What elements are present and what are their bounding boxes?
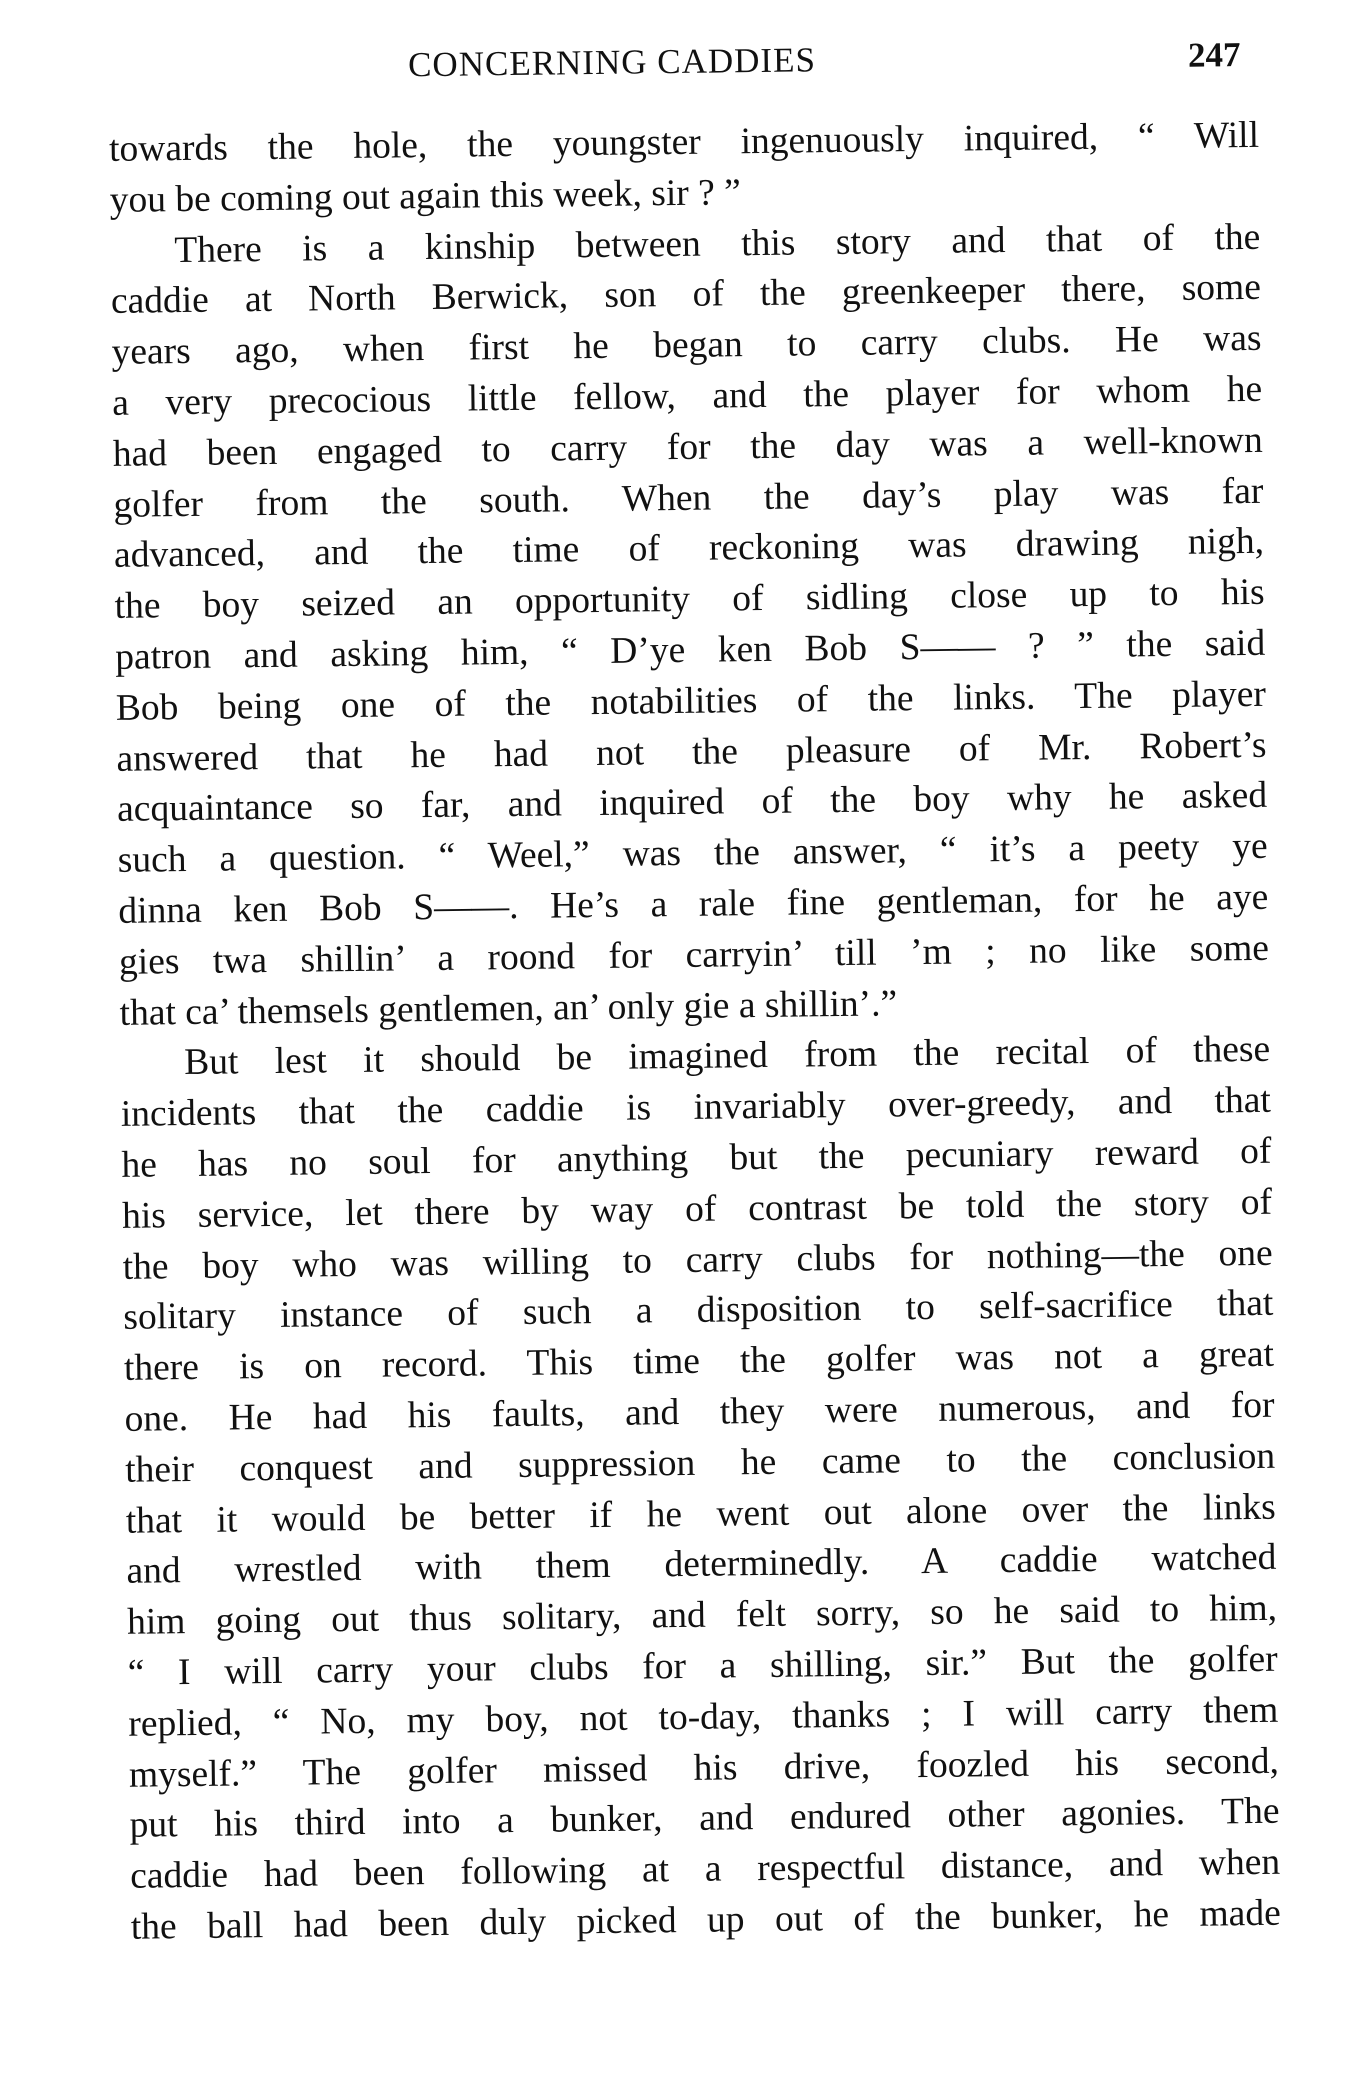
text-line: golfer from the south. When the day’s play was far xyxy=(113,470,1264,526)
chapter-title: CONCERNING CADDIES xyxy=(407,40,817,85)
text-line: patron and asking him, “ D’ye ken Bob S—— ? ” the said xyxy=(115,622,1266,678)
text-line: that ca’ themsels gentlemen, an’ only gie a shillin’.” xyxy=(119,982,898,1034)
text-line: and wrestled with them determinedly. A caddie watched xyxy=(126,1537,1277,1593)
text-line: answered that he had not the pleasure of Mr. Robert’s xyxy=(116,724,1267,780)
running-head xyxy=(0,34,1351,101)
text-line: a very precocious little fellow, and the player for whom he xyxy=(111,368,1263,424)
text-line: their conquest and suppression he came to the conclusion xyxy=(124,1435,1276,1491)
text-line: incidents that the caddie is invariably over-greedy, and that xyxy=(120,1079,1272,1135)
text-line: years ago, when first he began to carry clubs. He was xyxy=(111,318,1262,374)
page-number: 247 xyxy=(1187,35,1241,75)
text-line: there is on record. This time the golfer was not a great xyxy=(123,1333,1275,1389)
text-line: replied, “ No, my boy, not to-day, thanks ; I will carry them xyxy=(128,1689,1279,1745)
text-line: caddie had been following at a respectful distance, and when xyxy=(129,1841,1281,1897)
text-line: But lest it should be imagined from the recital of these xyxy=(183,1029,1271,1084)
text-line: towards the hole, the youngster ingenuously inquired, “ Will xyxy=(108,114,1260,170)
text-line: advanced, and the time of reckoning was drawing nigh, xyxy=(113,521,1265,577)
text-line: had been engaged to carry for the day was a well-known xyxy=(112,419,1263,475)
text-line: he has no soul for anything but the pecuniary reward of xyxy=(121,1130,1272,1186)
text-line: gies twa shillin’ a roond for carryin’ till ’m ; no like some xyxy=(118,927,1270,983)
text-line: his service, let there by way of contrast be told the story of xyxy=(121,1181,1273,1237)
text-line: you be coming out again this week, sir ? ” xyxy=(109,171,741,221)
text-line: solitary instance of such a disposition to self-sacrifice that xyxy=(123,1283,1274,1339)
text-line: dinna ken Bob S——. He’s a rale fine gentleman, for he aye xyxy=(118,876,1269,932)
body-text xyxy=(109,111,1281,1954)
text-line: myself.” The golfer missed his drive, foozled his second, xyxy=(128,1740,1280,1796)
text-line: the boy seized an opportunity of sidling close up to his xyxy=(114,571,1265,628)
text-line: that it would be better if he went out alone over the links xyxy=(125,1486,1276,1542)
text-line: such a question. “ Weel,” was the answer, “ it’s a peety ye xyxy=(117,825,1268,882)
text-line: him going out thus solitary, and felt sorry, so he said to him, xyxy=(126,1587,1278,1643)
text-line: Bob being one of the notabilities of the links. The player xyxy=(115,673,1267,729)
text-line: caddie at North Berwick, son of the greenkeeper there, some xyxy=(110,267,1262,323)
text-line: There is a kinship between this story and that of the xyxy=(174,216,1261,271)
text-line: put his third into a bunker, and endured other agonies. The xyxy=(129,1791,1280,1847)
text-line: one. He had his faults, and they were numerous, and for xyxy=(124,1384,1275,1440)
text-line: the boy who was willing to carry clubs for nothing—the one xyxy=(122,1232,1273,1288)
text-line: the ball had been duly picked up out of the bunker, he made xyxy=(130,1892,1281,1948)
text-line: acquaintance so far, and inquired of the boy why he asked xyxy=(116,775,1268,831)
text-line: “ I will carry your clubs for a shilling, sir.” But the golfer xyxy=(127,1638,1278,1694)
